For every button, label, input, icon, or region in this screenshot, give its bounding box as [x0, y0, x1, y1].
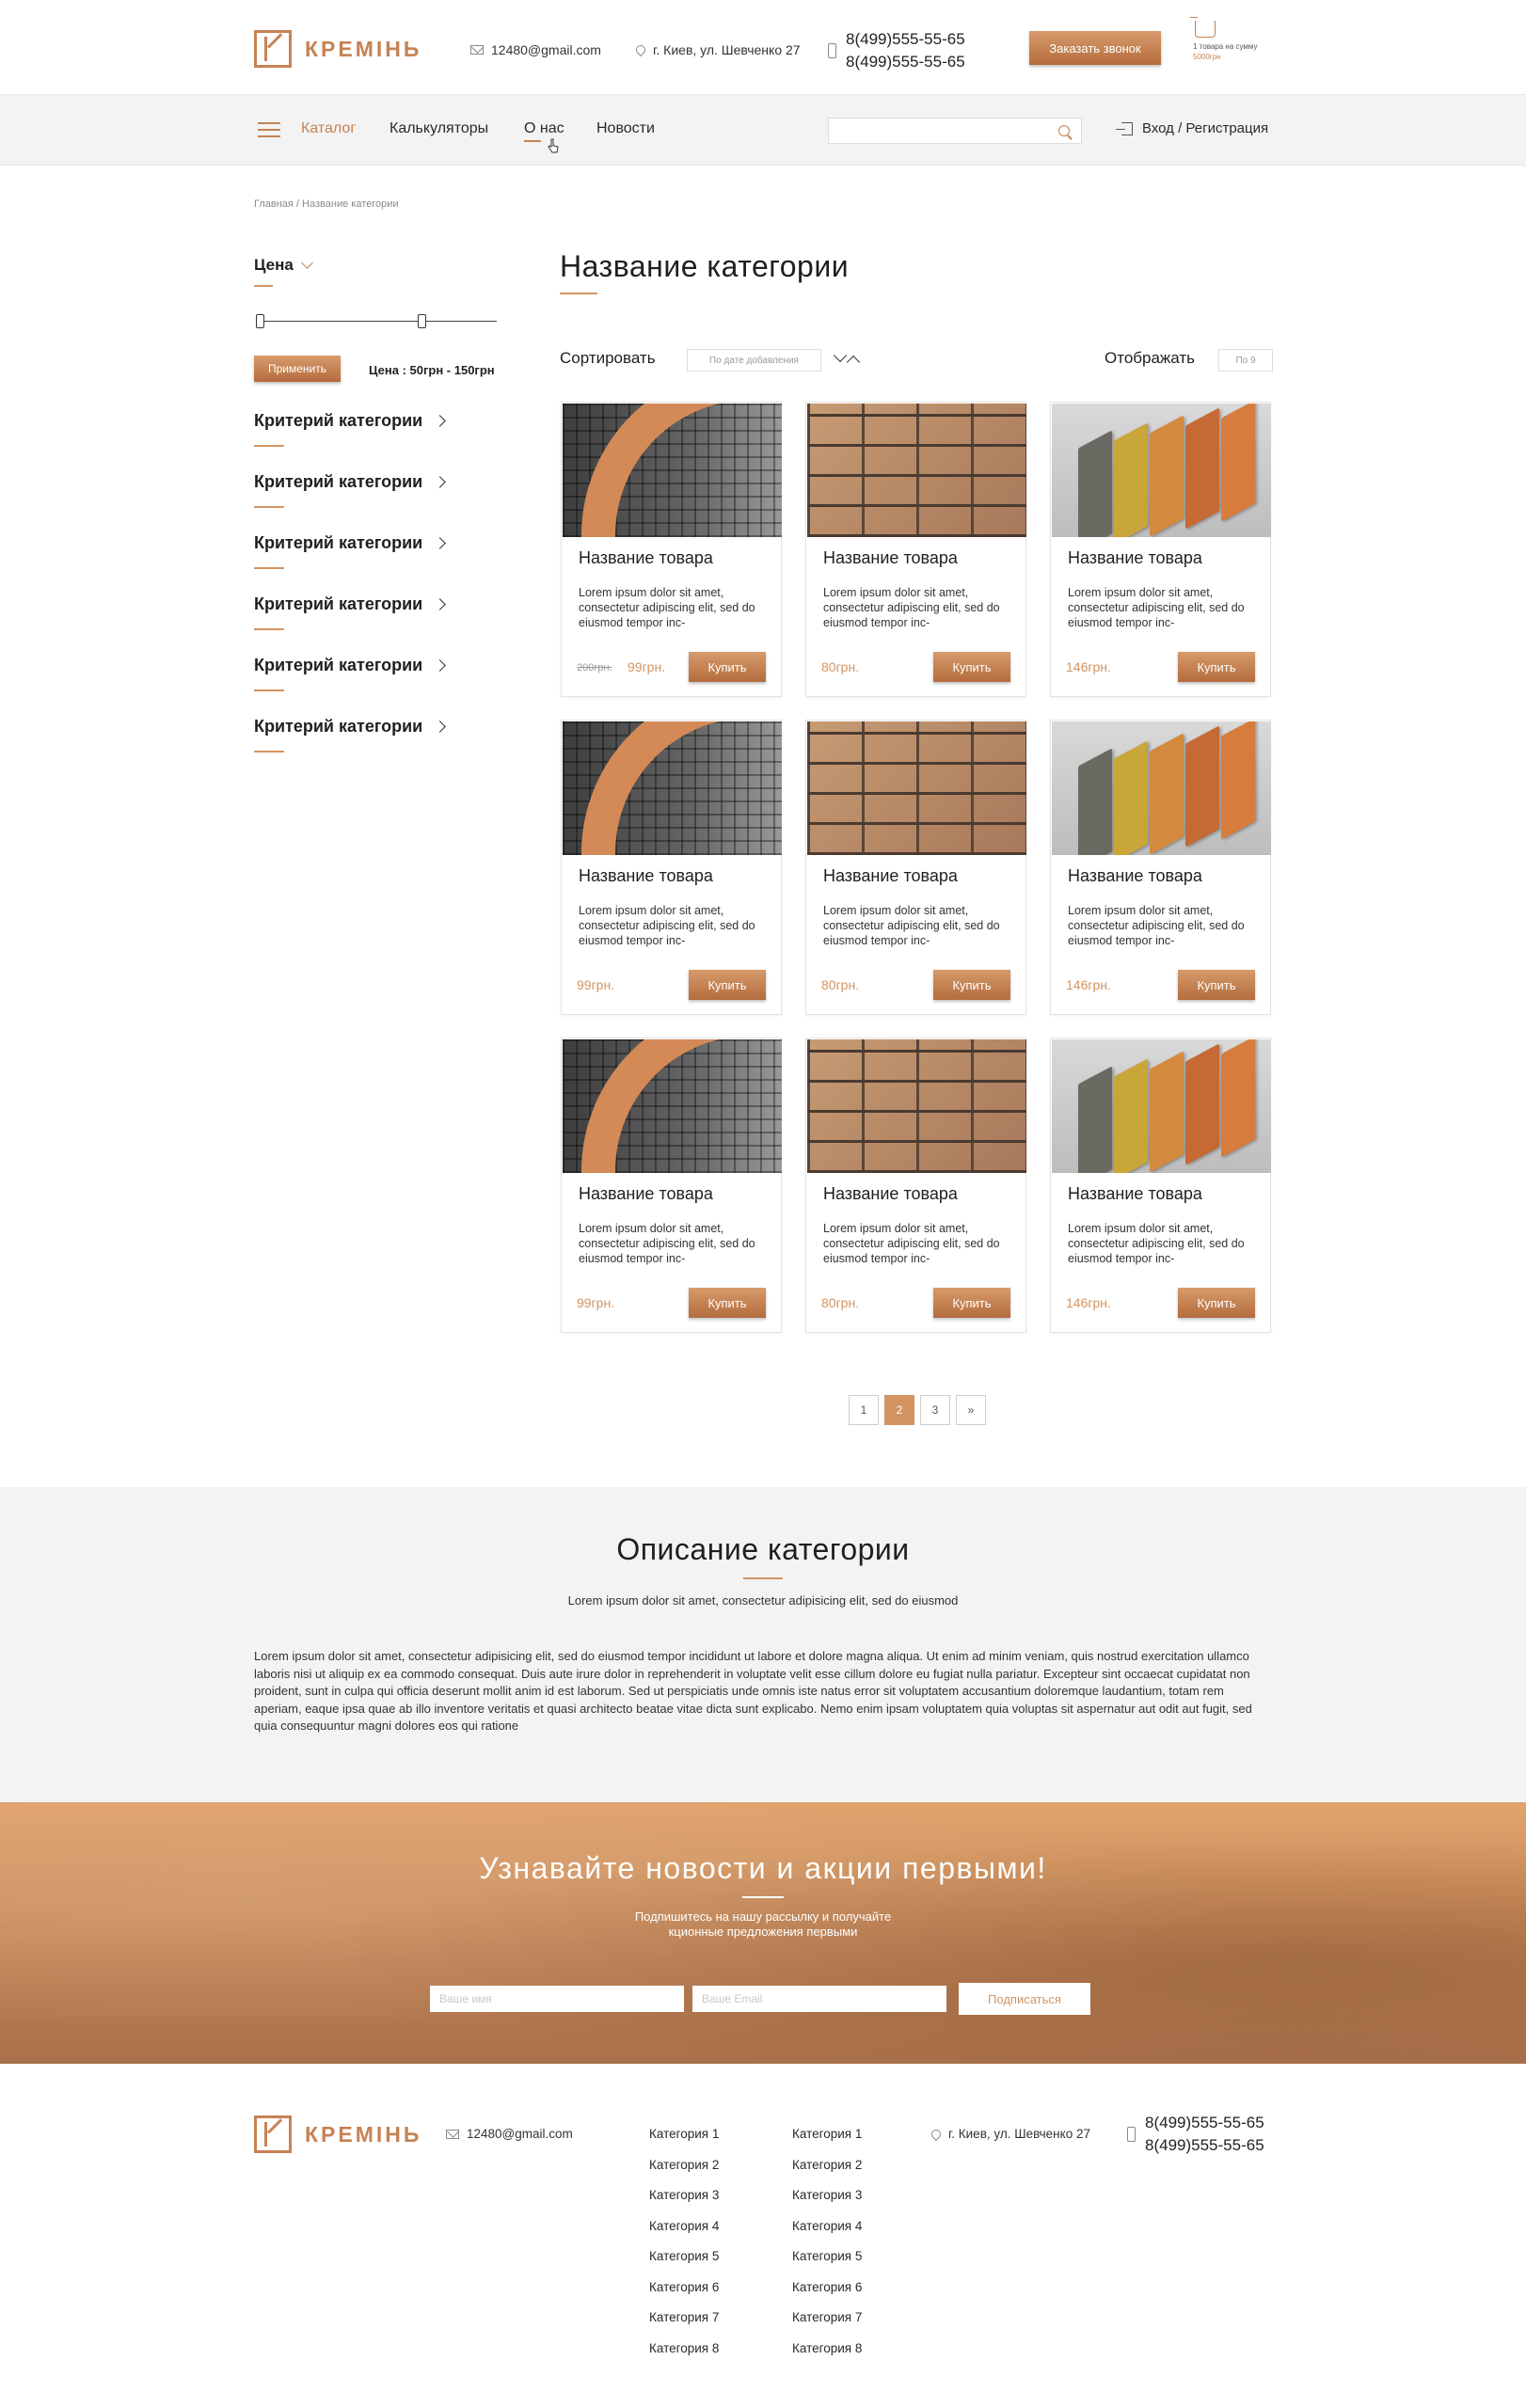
mail-icon — [446, 2130, 459, 2139]
page-title: Название категории — [560, 249, 850, 283]
product-title[interactable]: Название товара — [1068, 866, 1202, 885]
sort-desc-icon[interactable] — [834, 349, 847, 362]
header-email[interactable] — [470, 42, 601, 57]
footer-category-link[interactable]: Категория 1 — [792, 2127, 863, 2141]
footer-category-link[interactable]: Категория 3 — [792, 2188, 863, 2202]
product-description: Lorem ipsum dolor sit amet, consectetur adipiscing elit, sed do eiusmod tempor inc- — [579, 586, 755, 629]
description-body: Lorem ipsum dolor sit amet, consectetur adipisicing elit, sed do eiusmod tempor incididunt ut labore et dolore magna aliqua. Ut enim ad minim veniam, quis nostrud exercitation ullamco laboris nisi ut aliquip ex ea commodo consequat. Duis aute irure dolor in reprehenderit in voluptate velit esse cillum dolore eu fugiat nulla pariatur. Excepteur sint occaecat cupidatat non proident, sunt in culpa qui officia deserunt mollit anim id est laborum. Sed ut perspiciatis unde omnis iste natus error sit voluptatem accusantium doloremque laudantium, totam rem aperiam, eaque ipsa quae ab illo inventore veritatis et quasi architecto beatae vitae dicta sunt explicabo. Nemo enim ipsam voluptatem quia voluptas sit aspernatur aut odit aut fugit, sed quia consequuntur magni dolores eos qui ratione — [254, 1649, 1252, 1733]
phone-icon — [1127, 2127, 1136, 2142]
nav-news[interactable]: Новости — [596, 120, 655, 136]
title-underline — [560, 293, 597, 294]
menu-icon[interactable] — [258, 122, 280, 138]
chevron-right-icon — [434, 598, 446, 610]
criterion-label: Критерий категории — [254, 594, 423, 613]
criterion-label: Критерий категории — [254, 472, 423, 491]
phone-icon — [828, 43, 836, 58]
product-description: Lorem ipsum dolor sit amet, consectetur adipiscing elit, sed do eiusmod tempor inc- — [823, 586, 1000, 629]
product-card[interactable] — [1050, 720, 1271, 1015]
location-pin-icon — [634, 43, 647, 56]
product-price: 80грн. — [821, 659, 860, 674]
product-description: Lorem ipsum dolor sit amet, consectetur adipiscing elit, sed do eiusmod tempor inc- — [579, 904, 755, 947]
product-image[interactable] — [1052, 404, 1271, 537]
site-header — [0, 0, 1526, 94]
product-card[interactable] — [805, 402, 1026, 697]
price-slider-track[interactable] — [260, 321, 497, 322]
footer-address — [931, 2127, 1090, 2141]
product-image[interactable] — [1052, 1039, 1271, 1173]
criterion-item[interactable] — [254, 594, 444, 614]
footer-logo-text: КРЕМІНЬ — [305, 2121, 422, 2147]
newsletter-text — [0, 1909, 1526, 1940]
newsletter-title: Узнавайте новости и акции первыми! — [479, 1851, 1047, 1885]
product-title[interactable]: Название товара — [579, 866, 713, 885]
pagination-page[interactable]: 3 — [920, 1395, 950, 1425]
chevron-right-icon — [434, 415, 446, 427]
pagination-page[interactable]: 2 — [884, 1395, 914, 1425]
product-image[interactable] — [807, 404, 1026, 537]
criterion-item[interactable] — [254, 411, 444, 431]
product-title[interactable]: Название товара — [823, 1184, 958, 1203]
sort-select[interactable]: По дате добавления — [687, 349, 821, 372]
newsletter-section — [0, 1802, 1526, 2064]
breadcrumb-separator: / — [293, 198, 303, 210]
price-filter-label: Цена — [254, 256, 294, 274]
footer-category-link[interactable]: Категория 2 — [649, 2157, 720, 2172]
newsletter-email-input[interactable] — [692, 1986, 946, 2012]
header-phones — [828, 28, 965, 73]
cart-icon[interactable] — [1195, 21, 1216, 38]
breadcrumb — [254, 198, 399, 210]
login-icon — [1121, 122, 1133, 135]
logo-icon — [254, 30, 292, 68]
location-pin-icon — [930, 2127, 943, 2140]
nav-calculators[interactable]: Калькуляторы — [389, 120, 489, 136]
sort-asc-icon[interactable] — [847, 356, 860, 369]
nav-about[interactable]: О нас — [524, 120, 564, 136]
product-price: 146грн. — [1066, 659, 1111, 674]
product-price: 146грн. — [1066, 977, 1111, 992]
breadcrumb-current: Название категории — [302, 198, 399, 210]
product-title[interactable]: Название товара — [579, 1184, 713, 1203]
criterion-underline — [254, 567, 284, 569]
product-image[interactable] — [807, 721, 1026, 855]
login-link[interactable] — [1121, 120, 1268, 136]
footer-category-link[interactable]: Категория 5 — [649, 2249, 720, 2263]
header-email-text: 12480@gmail.com — [491, 42, 601, 57]
price-title-underline — [254, 285, 273, 287]
nav-active-underline — [524, 140, 541, 142]
logo-text: КРЕМІНЬ — [305, 36, 422, 61]
product-card[interactable] — [561, 402, 782, 697]
logo-icon — [254, 2115, 292, 2153]
description-title: Описание категории — [616, 1532, 910, 1566]
chevron-right-icon — [434, 659, 446, 672]
product-price: 99грн. — [628, 659, 666, 674]
product-price: 99грн. — [577, 977, 615, 992]
chevron-right-icon — [434, 537, 446, 549]
footer-category-link[interactable]: Категория 5 — [792, 2249, 863, 2263]
footer-address-text: г. Киев, ул. Шевченко 27 — [948, 2127, 1090, 2141]
product-title[interactable]: Название товара — [1068, 1184, 1202, 1203]
criterion-underline — [254, 751, 284, 752]
footer-category-link[interactable]: Категория 8 — [649, 2340, 720, 2355]
buy-button[interactable]: Купить — [933, 652, 1010, 682]
pagination-page[interactable]: 1 — [849, 1395, 879, 1425]
buy-button[interactable]: Купить — [1178, 970, 1255, 1000]
category-description — [0, 1487, 1526, 1802]
product-price: 99грн. — [577, 1295, 615, 1310]
criterion-underline — [254, 689, 284, 691]
footer-phone-2[interactable]: 8(499)555-55-65 — [1145, 2136, 1264, 2154]
product-card[interactable] — [805, 720, 1026, 1015]
search-box[interactable] — [828, 118, 1082, 144]
product-image[interactable] — [807, 1039, 1026, 1173]
chevron-right-icon — [434, 476, 446, 488]
price-range-text: Цена : 50грн - 150грн — [369, 363, 495, 377]
product-title[interactable]: Название товара — [1068, 548, 1202, 567]
header-address — [636, 42, 801, 57]
chevron-right-icon — [434, 721, 446, 733]
product-description: Lorem ipsum dolor sit amet, consectetur adipiscing elit, sed do eiusmod tempor inc- — [1068, 586, 1245, 629]
chevron-down-icon — [301, 257, 313, 269]
newsletter-text-line1: Подпишитесь на нашу рассылку и получайте — [634, 1909, 892, 1924]
cart[interactable] — [1193, 21, 1258, 62]
apply-filter-button[interactable]: Применить — [254, 356, 341, 382]
newsletter-underline — [742, 1896, 784, 1898]
footer-category-link[interactable]: Категория 7 — [649, 2310, 720, 2324]
product-description: Lorem ipsum dolor sit amet, consectetur adipiscing elit, sed do eiusmod tempor inc- — [823, 1222, 1000, 1265]
per-page-select[interactable]: По 9 — [1218, 349, 1273, 372]
product-description: Lorem ipsum dolor sit amet, consectetur adipiscing elit, sed do eiusmod tempor inc- — [1068, 1222, 1245, 1265]
footer-category-link[interactable]: Категория 3 — [649, 2188, 720, 2202]
buy-button[interactable]: Купить — [1178, 1288, 1255, 1318]
newsletter-name-input[interactable] — [430, 1986, 684, 2012]
buy-button[interactable]: Купить — [689, 970, 766, 1000]
footer-category-link[interactable]: Категория 4 — [649, 2218, 720, 2233]
product-title[interactable]: Название товара — [823, 548, 958, 567]
product-old-price: 200грн. — [577, 662, 612, 673]
product-card[interactable] — [561, 720, 782, 1015]
phone-1[interactable]: 8(499)555-55-65 — [846, 30, 965, 48]
footer-category-link[interactable]: Категория 6 — [792, 2279, 863, 2294]
price-slider-min-handle[interactable] — [256, 314, 264, 328]
product-price: 80грн. — [821, 977, 860, 992]
product-card[interactable] — [561, 1038, 782, 1333]
product-description: Lorem ipsum dolor sit amet, consectetur adipiscing elit, sed do eiusmod tempor inc- — [823, 904, 1000, 947]
mail-icon — [470, 45, 484, 55]
criterion-underline — [254, 506, 284, 508]
footer-category-link[interactable]: Категория 4 — [792, 2218, 863, 2233]
product-card[interactable] — [1050, 402, 1271, 697]
footer-category-link[interactable]: Категория 7 — [792, 2310, 863, 2324]
buy-button[interactable]: Купить — [689, 652, 766, 682]
footer-logo[interactable] — [254, 2115, 421, 2153]
product-image[interactable] — [563, 1039, 782, 1173]
criterion-item[interactable] — [254, 472, 444, 492]
product-title[interactable]: Название товара — [823, 866, 958, 885]
criterion-label: Критерий категории — [254, 411, 423, 430]
header-address-text: г. Киев, ул. Шевченко 27 — [653, 42, 801, 57]
description-underline — [743, 1577, 783, 1579]
product-card[interactable] — [805, 1038, 1026, 1333]
footer-category-link[interactable]: Категория 8 — [792, 2340, 863, 2355]
order-call-button[interactable]: Заказать звонок — [1029, 31, 1161, 65]
phone-2[interactable]: 8(499)555-55-65 — [846, 53, 965, 71]
newsletter-text-line2: кционные предложения первыми — [668, 1925, 858, 1939]
product-description: Lorem ipsum dolor sit amet, consectetur adipiscing elit, sed do eiusmod tempor inc- — [579, 1222, 755, 1265]
footer-phone-1[interactable]: 8(499)555-55-65 — [1145, 2114, 1264, 2131]
pagination-next[interactable]: » — [956, 1395, 986, 1425]
cart-count: 1 товара на сумму — [1193, 42, 1258, 51]
cart-sum: 5000грн — [1193, 53, 1221, 61]
criterion-label: Критерий категории — [254, 533, 423, 552]
nav-catalog[interactable]: Каталог — [301, 120, 357, 136]
product-price: 146грн. — [1066, 1295, 1111, 1310]
subscribe-button[interactable]: Подписаться — [959, 1983, 1090, 2015]
product-title[interactable]: Название товара — [579, 548, 713, 567]
criterion-underline — [254, 445, 284, 447]
footer-category-link[interactable]: Категория 2 — [792, 2157, 863, 2172]
main-nav — [0, 94, 1526, 166]
buy-button[interactable]: Купить — [689, 1288, 766, 1318]
buy-button[interactable]: Купить — [933, 1288, 1010, 1318]
criterion-label: Критерий категории — [254, 656, 423, 674]
footer-phones — [1127, 2112, 1264, 2157]
criterion-label: Критерий категории — [254, 717, 423, 736]
product-description: Lorem ipsum dolor sit amet, consectetur adipiscing elit, sed do eiusmod tempor inc- — [1068, 904, 1245, 947]
criterion-item[interactable] — [254, 533, 444, 553]
description-subtitle: Lorem ipsum dolor sit amet, consectetur adipisicing elit, sed do eiusmod — [567, 1593, 959, 1608]
product-price: 80грн. — [821, 1295, 860, 1310]
criterion-underline — [254, 628, 284, 630]
login-text: Вход / Регистрация — [1142, 120, 1269, 136]
sort-direction-toggle[interactable] — [835, 354, 858, 367]
hand-cursor-icon — [548, 138, 559, 153]
product-card[interactable] — [1050, 1038, 1271, 1333]
footer-category-link[interactable]: Категория 1 — [649, 2127, 720, 2141]
logo[interactable] — [254, 30, 421, 68]
search-input[interactable] — [829, 119, 1081, 143]
price-slider-max-handle[interactable] — [418, 314, 426, 328]
footer-category-link[interactable]: Категория 6 — [649, 2279, 720, 2294]
product-image[interactable] — [563, 404, 782, 537]
breadcrumb-home[interactable]: Главная — [254, 198, 294, 210]
per-page-label: Отображать — [1105, 349, 1196, 367]
buy-button[interactable]: Купить — [933, 970, 1010, 1000]
product-image[interactable] — [1052, 721, 1271, 855]
search-icon[interactable] — [1058, 125, 1070, 136]
criterion-item[interactable] — [254, 717, 444, 737]
buy-button[interactable]: Купить — [1178, 652, 1255, 682]
product-image[interactable] — [563, 721, 782, 855]
price-filter-title[interactable] — [254, 256, 311, 275]
sort-label: Сортировать — [560, 349, 656, 367]
footer-email-text: 12480@gmail.com — [467, 2127, 573, 2141]
footer-email[interactable] — [446, 2127, 573, 2141]
criterion-item[interactable] — [254, 656, 444, 675]
